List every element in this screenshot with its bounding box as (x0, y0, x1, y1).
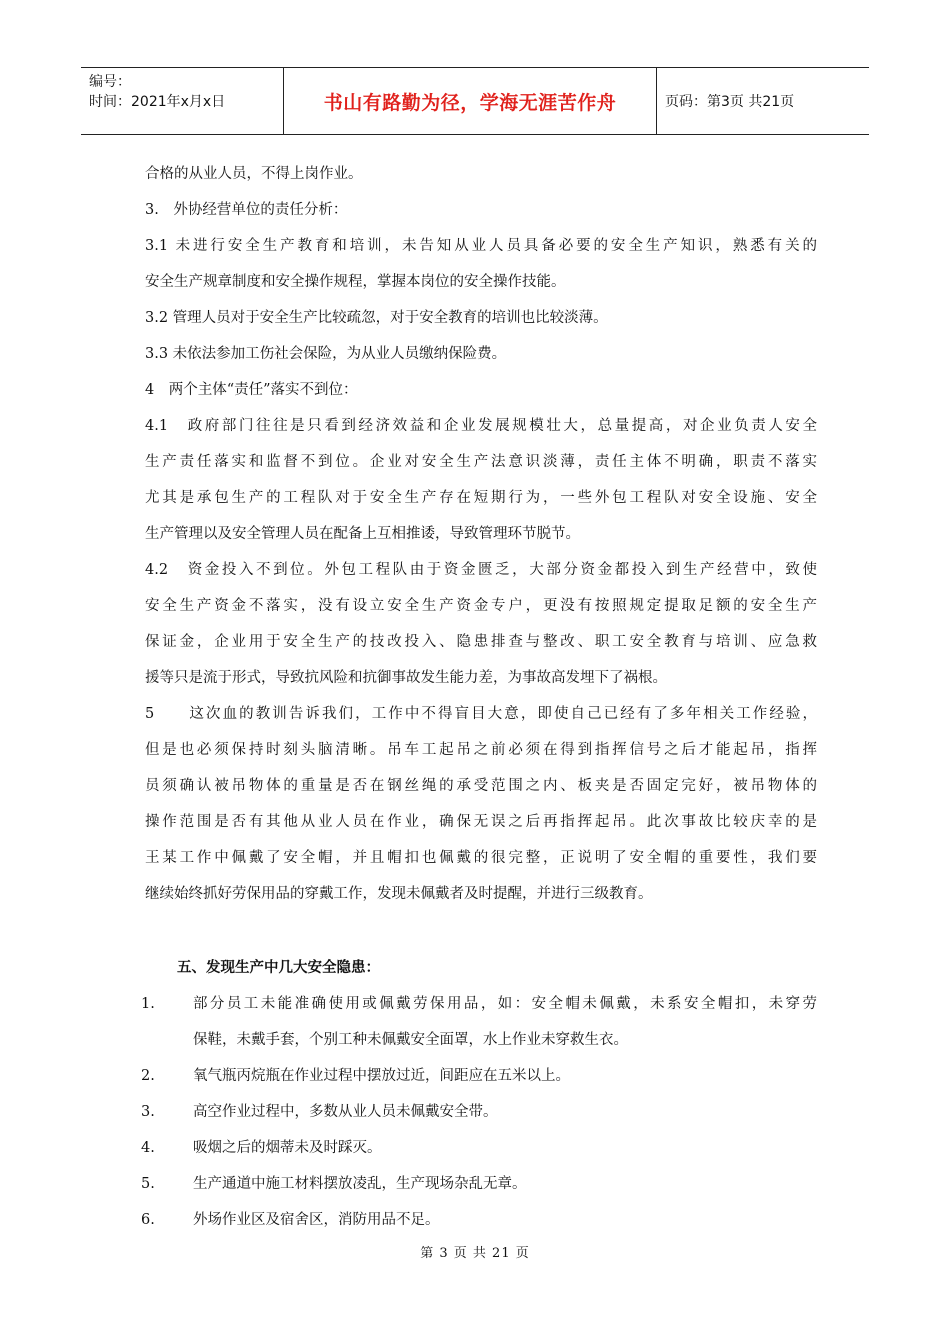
header-meta (81, 68, 283, 134)
section-heading: 五、发现生产中几大安全隐患： (177, 959, 380, 976)
body-line: 王某工作中佩戴了安全帽，并且帽扣也佩戴的很完整，正说明了安全帽的重要性，我们要 (145, 850, 817, 866)
document-number-label: 编号： (89, 74, 131, 90)
list-item-text: 高空作业过程中，多数从业人员未佩戴安全带。 (193, 1104, 498, 1120)
body-line: 生产管理以及安全管理人员在配备上互相推诿，导致管理环节脱节。 (145, 526, 580, 542)
list-item-text-continued: 保鞋，未戴手套，个别工种未佩戴安全面罩，水上作业未穿救生衣。 (193, 1032, 628, 1048)
body-line: 3.1 未进行安全生产教育和培训，未告知从业人员具备必要的安全生产知识，熟悉有关的 (145, 238, 817, 254)
list-item (141, 1166, 817, 1202)
list-item-number: 2. (141, 1068, 155, 1084)
body-line: 操作范围是否有其他从业人员在作业，确保无误之后再指挥起吊。此次事故比较庆幸的是 (145, 814, 817, 830)
list-item-text: 吸烟之后的烟蒂未及时踩灭。 (193, 1140, 382, 1156)
body-line: 尤其是承包生产的工程队对于安全生产存在短期行为，一些外包工程队对安全设施、安全 (145, 490, 817, 506)
list-item-number: 1. (141, 996, 155, 1012)
body-line: 4 两个主体“责任”落实不到位： (145, 382, 358, 398)
list-item-text: 生产通道中施工材料摆放凌乱，生产现场杂乱无章。 (193, 1176, 527, 1192)
list-item (141, 986, 817, 1058)
body-line: 4.2 资金投入不到位。外包工程队由于资金匮乏，大部分资金都投入到生产经营中，致使 (145, 562, 817, 578)
header-page-info: 页码：第3页 共21页 (665, 94, 795, 110)
list-item-number: 3. (141, 1104, 155, 1120)
body-line: 员须确认被吊物体的重量是否在钢丝绳的承受范围之内、板夹是否固定完好，被吊物体的 (145, 778, 817, 794)
body-line: 合格的从业人员，不得上岗作业。 (145, 166, 363, 182)
list-item (141, 1130, 817, 1166)
section-spacer (145, 912, 817, 950)
page-footer: 第 3 页 共 21 页 (420, 1246, 530, 1261)
body-line: 生产责任落实和监督不到位。企业对安全生产法意识淡薄，责任主体不明确，职责不落实 (145, 454, 817, 470)
body-line: 安全生产资金不落实，没有设立安全生产资金专户，更没有按照规定提取足额的安全生产 (145, 598, 817, 614)
body-line: 保证金，企业用于安全生产的技改投入、隐患排查与整改、职工安全教育与培训、应急救 (145, 634, 817, 650)
body-line: 但是也必须保持时刻头脑清晰。吊车工起吊之前必须在得到指挥信号之后才能起吊，指挥 (145, 742, 817, 758)
list-item (141, 1058, 817, 1094)
list-item (141, 1202, 817, 1238)
body-line: 3. 外协经营单位的责任分析： (145, 202, 348, 218)
list-item-text: 氧气瓶丙烷瓶在作业过程中摆放过近，间距应在五米以上。 (193, 1068, 570, 1084)
document-date-label: 时间：2021年x月x日 (89, 94, 226, 110)
header-motto: 书山有路勤为径，学海无涯苦作舟 (283, 68, 657, 134)
body-line: 3.3 未依法参加工伤社会保险，为从业人员缴纳保险费。 (145, 346, 507, 362)
list-item-number: 4. (141, 1140, 155, 1156)
document-body (141, 156, 817, 1238)
body-line: 安全生产规章制度和安全操作规程，掌握本岗位的安全操作技能。 (145, 274, 566, 290)
list-item-text: 部分员工未能准确使用或佩戴劳保用品，如：安全帽未佩戴，未系安全帽扣，未穿劳 (193, 996, 817, 1012)
list-item (141, 1094, 817, 1130)
page-header (81, 67, 869, 135)
body-line: 4.1 政府部门往往是只看到经济效益和企业发展规模壮大，总量提高，对企业负责人安全 (145, 418, 817, 434)
list-item-number: 6. (141, 1212, 155, 1228)
body-line: 3.2 管理人员对于安全生产比较疏忽，对于安全教育的培训也比较淡薄。 (145, 310, 608, 326)
body-line: 5 这次血的教训告诉我们，工作中不得盲目大意，即使自己已经有了多年相关工作经验， (145, 706, 817, 722)
body-line: 继续始终抓好劳保用品的穿戴工作，发现未佩戴者及时提醒，并进行三级教育。 (145, 886, 653, 902)
body-line: 援等只是流于形式，导致抗风险和抗御事故发生能力差，为事故高发埋下了祸根。 (145, 670, 667, 686)
list-item-text: 外场作业区及宿舍区，消防用品不足。 (193, 1212, 440, 1228)
list-item-number: 5. (141, 1176, 155, 1192)
